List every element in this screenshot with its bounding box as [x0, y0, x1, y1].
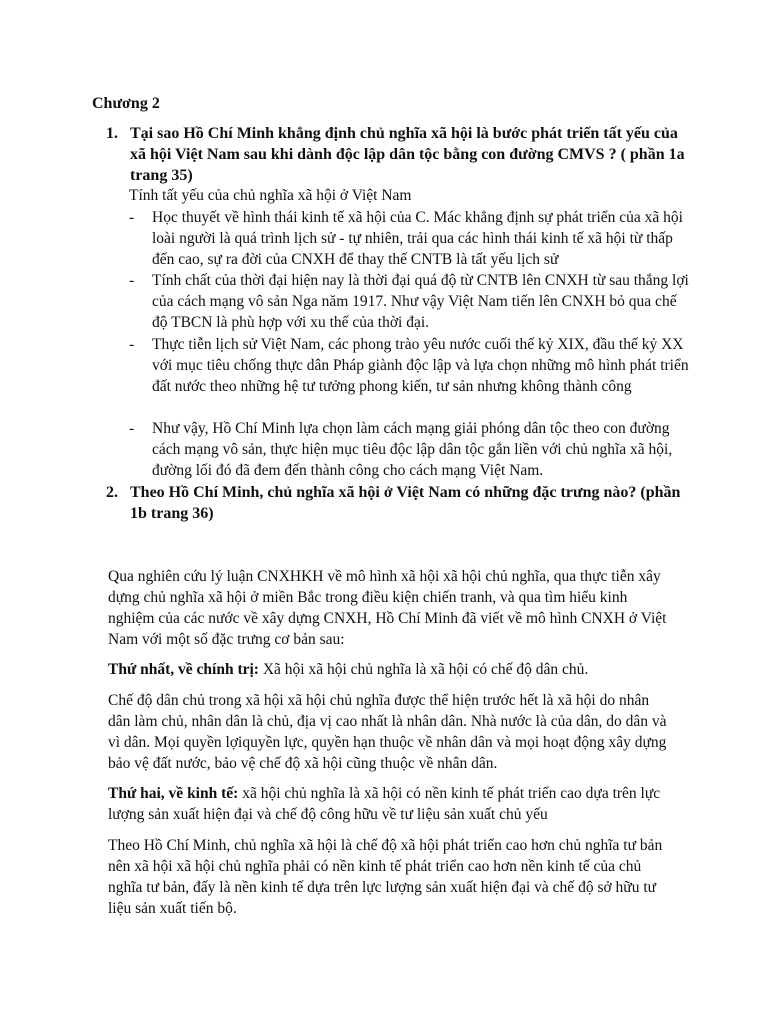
bullet-text: Thực tiễn lịch sử Việt Nam, các phong trào yêu nước cuối thế kỷ XIX, đầu thế kỷ XX với mục tiêu chống thực dân Pháp giành độc lập và lựa chọn những mô hình phát triển đất nước theo những hệ tư tưởng phong kiến, tư sản nhưng không thành công	[152, 336, 689, 395]
subheading: Tính tất yếu của chủ nghĩa xã hội ở Việt Nam	[129, 187, 412, 204]
question-2-text: Theo Hồ Chí Minh, chủ nghĩa xã hội ở Việt Nam có những đặc trưng nào? (phần 1b trang 36)	[130, 484, 681, 522]
second-feature-label: Thứ hai, về kinh tế:	[108, 785, 239, 802]
paragraph-democracy: Chế độ dân chủ trong xã hội xã hội chủ nghĩa được thể hiện trước hết là xã hội do nhân dân làm chủ, nhân dân là chủ, địa vị cao nhất là nhân dân. Nhà nước là của dân, do dân và vì dân. Mọi quyền lợiquyền lực, quyền hạn thuộc về nhân dân và mọi hoạt động xây dựng bảo vệ đất nước, bảo vệ chế độ xã hội cũng thuộc về nhân dân.	[108, 692, 667, 772]
bullet-text: Tính chất của thời đại hiện nay là thời đại quá độ từ CNTB lên CNXH từ sau thắng lợi của cách mạng vô sản Nga năm 1917. Như vậy Việt Nam tiến lên CNXH bỏ qua chế độ TBCN là phù hợp với xu thế của thời đại.	[152, 272, 689, 331]
bullet-dash: -	[129, 420, 135, 437]
question-2-number: 2.	[106, 484, 118, 501]
paragraph-intro: Qua nghiên cứu lý luận CNXHKH về mô hình xã hội xã hội chủ nghĩa, qua thực tiễn xây dựng chủ nghĩa xã hội ở miền Bắc trong điều kiện chiến tranh, và qua tìm hiểu kinh nghiệm của các nước về xây dựng CNXH, Hồ Chí Minh đã viết về mô hình CNXH ở Việt Nam với một số đặc trưng cơ bản sau:	[108, 568, 667, 648]
bullet-dash: -	[129, 272, 135, 289]
bullet-text: Như vậy, Hồ Chí Minh lựa chọn làm cách mạng giải phóng dân tộc theo con đường cách mạng vô sản, thực hiện mục tiêu độc lập dân tộc gắn liền với chủ nghĩa xã hội, đường lối đó đã đem đến thành công cho cách mạng Việt Nam.	[152, 420, 673, 479]
first-feature-text: Xã hội xã hội chủ nghĩa là xã hội có chế độ dân chủ.	[258, 661, 589, 678]
paragraph-first-feature	[108, 659, 672, 680]
second-feature-text: xã hội chủ nghĩa là xã hội có nền kinh tế phát triển cao dựa trên lực lượng sản xuất hiện đại và chế độ công hữu về tư liệu sản xuất chủ yếu	[108, 785, 661, 823]
first-feature-label: Thứ nhất, về chính trị:	[108, 661, 259, 678]
bullet-dash: -	[129, 209, 135, 226]
paragraph-second-feature	[108, 783, 672, 825]
chapter-heading: Chương 2	[92, 95, 160, 112]
question-1-number: 1.	[106, 125, 118, 142]
question-1-text: Tại sao Hồ Chí Minh khẳng định chủ nghĩa xã hội là bước phát triển tất yếu của xã hội Việt Nam sau khi dành độc lập dân tộc bằng con đường CMVS ? ( phần 1a trang 35)	[130, 125, 685, 184]
paragraph-economy: Theo Hồ Chí Minh, chủ nghĩa xã hội là chế độ xã hội phát triển cao hơn chủ nghĩa tư bản nên xã hội xã hội chủ nghĩa phải có nền kinh tế phát triển cao hơn nền kinh tế của chủ nghĩa tư bản, đấy là nền kinh tế dựa trên lực lượng sản xuất hiện đại và chế độ sở hữu tư liệu sản xuất tiến bộ.	[108, 837, 663, 917]
bullet-dash: -	[129, 336, 135, 353]
bullet-text: Học thuyết về hình thái kinh tế xã hội của C. Mác khẳng định sự phát triển của xã hội loài người là quá trình lịch sử - tự nhiên, trải qua các hình thái kinh tế xã hội từ thấp đến cao, sự ra đời của CNXH để thay thế CNTB là tất yếu lịch sử	[152, 209, 683, 268]
